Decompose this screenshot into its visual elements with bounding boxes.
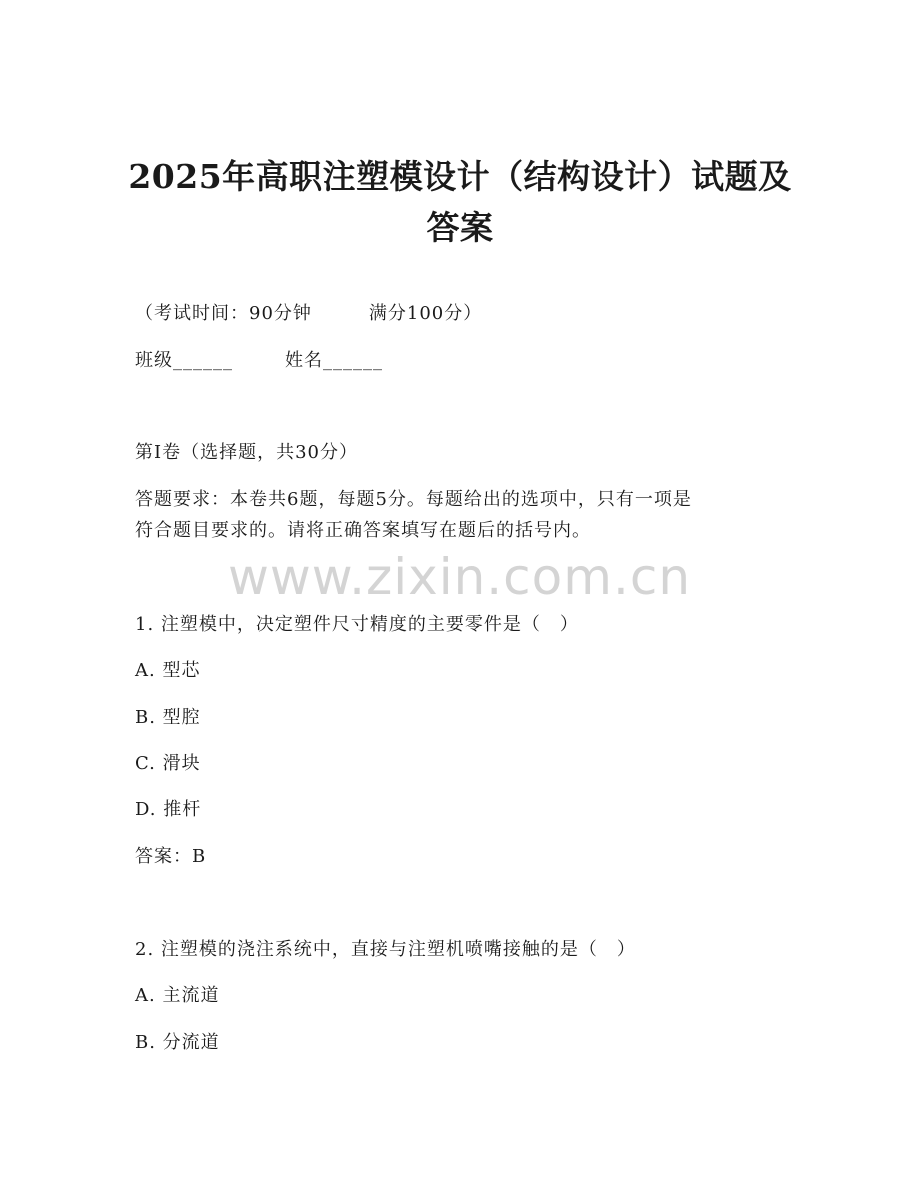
exam-time-info: （考试时间：90分钟 满分100分）	[135, 303, 483, 324]
student-info-row	[135, 348, 383, 374]
question-1-answer: 答案：B	[135, 846, 207, 867]
document-title-line-1: 2025年高职注塑模设计（结构设计）试题及	[128, 157, 792, 196]
question-2-option-a: A. 主流道	[135, 985, 220, 1006]
question-2-stem: 2. 注塑模的浇注系统中，直接与注塑机喷嘴接触的是（ ）	[135, 939, 636, 960]
question-1-option-d: D. 推杆	[135, 799, 202, 820]
section-heading: 第I卷（选择题，共30分）	[135, 442, 359, 463]
question-1-option-c: C. 滑块	[135, 753, 201, 774]
question-1-stem: 1. 注塑模中，决定塑件尺寸精度的主要零件是（ ）	[135, 614, 579, 635]
question-1-option-b: B. 型腔	[135, 707, 201, 728]
document-title-line-2: 答案	[426, 208, 494, 247]
watermark: www.zixin.com.cn	[228, 548, 692, 606]
name-field-label: 姓名______	[285, 350, 383, 371]
instructions-line-2: 符合题目要求的。请将正确答案填写在题后的括号内。	[135, 520, 591, 541]
question-1-option-a: A. 型芯	[135, 660, 201, 681]
class-field-label: 班级______	[135, 350, 233, 371]
instructions-line-1: 答题要求：本卷共6题，每题5分。每题给出的选项中，只有一项是	[135, 489, 692, 510]
question-2-option-b: B. 分流道	[135, 1032, 220, 1053]
